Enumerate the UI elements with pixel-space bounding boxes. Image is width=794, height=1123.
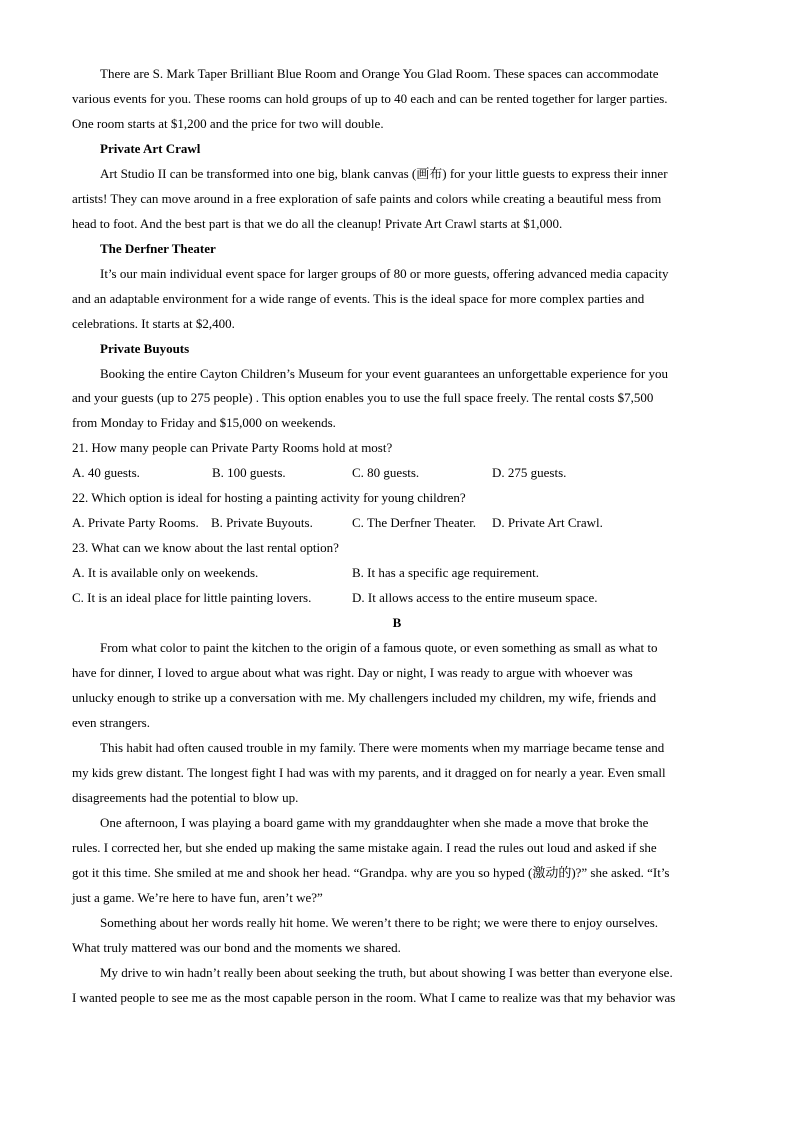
paragraph-line: One room starts at $1,200 and the price for two will double. <box>72 116 384 131</box>
paragraph-line: One afternoon, I was playing a board game with my granddaughter when she made a move that broke the <box>100 815 649 830</box>
answer-option: C. 80 guests. <box>352 465 420 480</box>
paragraph-line: from Monday to Friday and $15,000 on weekends. <box>72 415 336 430</box>
paragraph-line: rules. I corrected her, but she ended up making the same mistake again. I read the rules out loud and asked if she <box>72 840 657 855</box>
answer-option: A. It is available only on weekends. <box>72 565 259 580</box>
section-heading: Private Art Crawl <box>100 141 201 156</box>
answer-option: A. Private Party Rooms. <box>72 515 199 530</box>
question-stem: 21. How many people can Private Party Rooms hold at most? <box>72 440 393 455</box>
paragraph-line: Art Studio II can be transformed into one big, blank canvas (画布) for your little guests to express their inner <box>100 166 668 181</box>
paragraph-line: Booking the entire Cayton Children’s Museum for your event guarantees an unforgettable experience for you <box>100 366 668 381</box>
paragraph-line: From what color to paint the kitchen to the origin of a famous quote, or even something as small as what to <box>100 640 658 655</box>
paragraph-line: just a game. We’re here to have fun, aren’t we?” <box>72 890 323 905</box>
paragraph-line: What truly mattered was our bond and the moments we shared. <box>72 940 401 955</box>
answer-option: B. It has a specific age requirement. <box>352 565 539 580</box>
paragraph-line: even strangers. <box>72 715 150 730</box>
paragraph-line: head to foot. And the best part is that we do all the cleanup! Private Art Crawl starts at $1,000. <box>72 216 563 231</box>
question-stem: 23. What can we know about the last rental option? <box>72 540 339 555</box>
section-heading: The Derfner Theater <box>100 241 216 256</box>
answer-option: C. It is an ideal place for little painting lovers. <box>72 590 312 605</box>
paragraph-line: got it this time. She smiled at me and shook her head. “Grandpa. why are you so hyped (激动的)?” she asked. “It’s <box>72 865 670 880</box>
paragraph-line: have for dinner, I loved to argue about what was right. Day or night, I was ready to argue with whoever was <box>72 665 633 680</box>
paragraph-line: and your guests (up to 275 people) . This option enables you to use the full space freely. The rental costs $7,500 <box>72 390 654 405</box>
answer-option: B. 100 guests. <box>212 465 286 480</box>
paragraph-line: artists! They can move around in a free exploration of safe paints and colors while creating a beautiful mess from <box>72 191 662 206</box>
section-heading: Private Buyouts <box>100 341 190 356</box>
paragraph-line: my kids grew distant. The longest fight I had was with my parents, and it dragged on for nearly a year. Even small <box>72 765 666 780</box>
passage-label: B <box>392 615 402 630</box>
answer-option: A. 40 guests. <box>72 465 140 480</box>
answer-option: D. It allows access to the entire museum space. <box>352 590 598 605</box>
paragraph-line: I wanted people to see me as the most capable person in the room. What I came to realize was that my behavior was <box>72 990 676 1005</box>
answer-option: D. 275 guests. <box>492 465 567 480</box>
question-stem: 22. Which option is ideal for hosting a painting activity for young children? <box>72 490 466 505</box>
paragraph-line: My drive to win hadn’t really been about seeking the truth, but about showing I was better than everyone else. <box>100 965 673 980</box>
answer-option: B. Private Buyouts. <box>211 515 313 530</box>
paragraph-line: celebrations. It starts at $2,400. <box>72 316 235 331</box>
paragraph-line: There are S. Mark Taper Brilliant Blue Room and Orange You Glad Room. These spaces can accommodate <box>100 66 659 81</box>
paragraph-line: It’s our main individual event space for larger groups of 80 or more guests, offering advanced media capacity <box>100 266 669 281</box>
answer-option: C. The Derfner Theater. <box>352 515 477 530</box>
paragraph-line: This habit had often caused trouble in my family. There were moments when my marriage became tense and <box>100 740 665 755</box>
paragraph-line: disagreements had the potential to blow up. <box>72 790 299 805</box>
paragraph-line: Something about her words really hit home. We weren’t there to be right; we were there to enjoy ourselves. <box>100 915 659 930</box>
paragraph-line: unlucky enough to strike up a conversation with me. My challengers included my children, my wife, friends and <box>72 690 657 705</box>
paragraph-line: various events for you. These rooms can hold groups of up to 40 each and can be rented together for larger parties. <box>72 91 668 106</box>
paragraph-line: and an adaptable environment for a wide range of events. This is the ideal space for more complex parties and <box>72 291 645 306</box>
answer-option: D. Private Art Crawl. <box>492 515 603 530</box>
